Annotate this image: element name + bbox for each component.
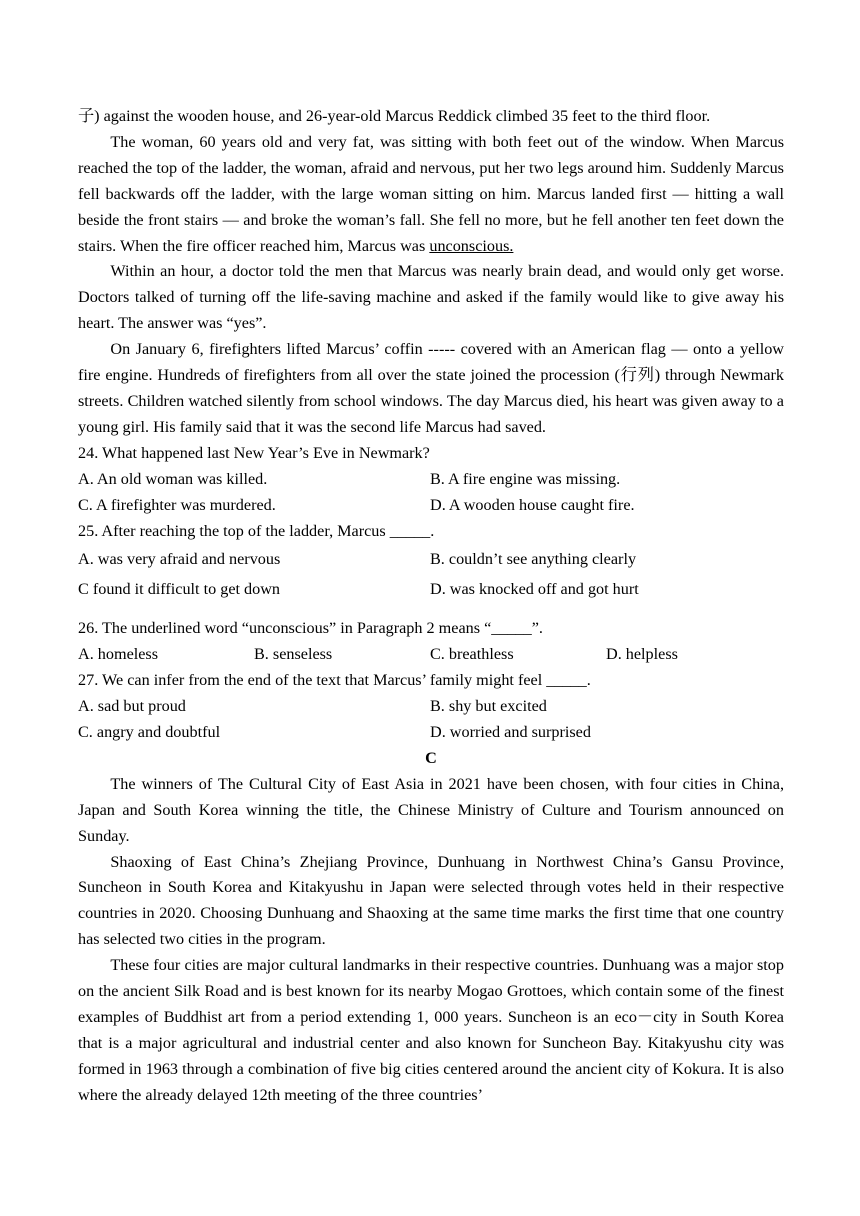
underlined-word: unconscious. bbox=[429, 236, 514, 255]
question-25-stem: 25. After reaching the top of the ladder, Marcus _____. bbox=[78, 521, 435, 540]
spacer bbox=[78, 604, 784, 616]
option-a: A. was very afraid and nervous bbox=[78, 550, 281, 569]
passage-b-paragraph-3: Within an hour, a doctor told the men that Marcus was nearly brain dead, and would only get worse. Doctors talked of turning off the life-saving machine and asked if the family would like to give away his heart. The answer was “yes”. bbox=[78, 262, 784, 333]
option-d: D. A wooden house caught fire. bbox=[430, 495, 635, 514]
option-d: D. worried and surprised bbox=[430, 723, 591, 742]
question-27-stem: 27. We can infer from the end of the text that Marcus’ family might feel _____. bbox=[78, 671, 591, 690]
passage-c-paragraph-2: Shaoxing of East China’s Zhejiang Province, Dunhuang in Northwest China’s Gansu Province, Suncheon in South Korea and Kitakyushu in Japan were selected through votes held in their respective countries in 2020. Choosing Dunhuang and Shaoxing at the same time marks the first time that one country has selected two cities in the program. bbox=[78, 852, 784, 949]
option-c: C. A firefighter was murdered. bbox=[78, 495, 276, 514]
option-b: B. couldn’t see anything clearly bbox=[430, 550, 637, 569]
passage-c-paragraph-3: These four cities are major cultural landmarks in their respective countries. Dunhuang was a major stop on the ancient Silk Road and is best known for its nearby Mogao Grottoes, which contain some of the finest examples of Buddhist art from a period extending 1, 000 years. Suncheon is an eco－city in South Korea that is a major agricultural and industrial center and also known for Suncheon Bay. Kitakyushu city was formed in 1963 through a combination of five big cities centered around the ancient city of Kokura. It is also where the already delayed 12th meeting of the three countries’ bbox=[78, 956, 784, 1104]
question-25-options bbox=[78, 544, 784, 604]
question-24-options bbox=[78, 467, 784, 519]
option-c: C found it difficult to get down bbox=[78, 580, 281, 599]
option-c: C. breathless bbox=[430, 645, 514, 664]
option-d: D. was knocked off and got hurt bbox=[430, 580, 639, 599]
option-a: A. sad but proud bbox=[78, 697, 186, 716]
question-24-stem: 24. What happened last New Year’s Eve in Newmark? bbox=[78, 443, 430, 462]
paragraph-2-text: The woman, 60 years old and very fat, was sitting with both feet out of the window. When Marcus reached the top of the ladder, the woman, afraid and nervous, put her two legs around him. Suddenly Marcus fell backwards off the ladder, with the large woman sitting on him. Marcus landed first — hitting a wall beside the front stairs — and broke the woman’s fall. She fell no more, but he fell another ten feet down the stairs. When the fire officer reached him, Marcus was bbox=[78, 132, 784, 255]
question-27-options bbox=[78, 694, 784, 746]
passage-c-paragraph-1: The winners of The Cultural City of East Asia in 2021 have been chosen, with four cities in China, Japan and South Korea winning the title, the Chinese Ministry of Culture and Tourism announced on Sunday. bbox=[78, 774, 784, 845]
passage-b-paragraph-4: On January 6, firefighters lifted Marcus’ coffin ----- covered with an American flag — onto a yellow fire engine. Hundreds of firefighters from all over the state joined the procession (行列) through Newmark streets. Children watched silently from school windows. The day Marcus died, his heart was given away to a young girl. His family said that it was the second life Marcus had saved. bbox=[78, 340, 784, 436]
question-26-options bbox=[78, 642, 784, 668]
document-page bbox=[78, 104, 784, 1109]
option-a: A. An old woman was killed. bbox=[78, 469, 268, 488]
passage-b-continuation: 子) against the wooden house, and 26-year-old Marcus Reddick climbed 35 feet to the third floor. bbox=[78, 107, 711, 125]
section-heading: C bbox=[425, 748, 437, 767]
passage-b-paragraph-2 bbox=[78, 130, 784, 260]
option-b: B. A fire engine was missing. bbox=[430, 469, 621, 488]
option-a: A. homeless bbox=[78, 645, 159, 664]
question-26-stem: 26. The underlined word “unconscious” in Paragraph 2 means “_____”. bbox=[78, 619, 543, 638]
option-b: B. senseless bbox=[254, 645, 333, 664]
option-c: C. angry and doubtful bbox=[78, 723, 221, 742]
option-b: B. shy but excited bbox=[430, 697, 547, 716]
option-d: D. helpless bbox=[606, 645, 678, 664]
